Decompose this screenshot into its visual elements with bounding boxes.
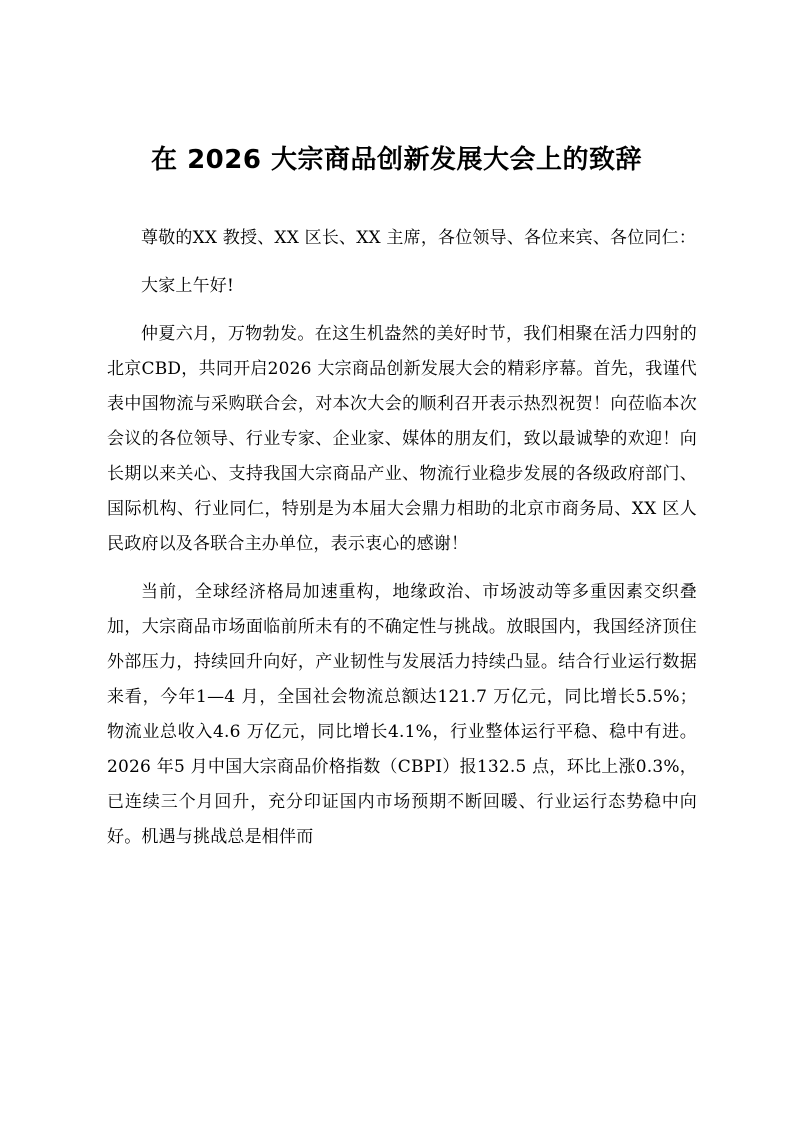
greeting-paragraph: 大家上午好! xyxy=(141,276,235,296)
welcome-paragraph: 仲夏六月，万物勃发。在这生机盎然的美好时节，我们相聚在活力四射的北京CBD，共同开启2026 大宗商品创新发展大会的精彩序幕。首先，我谨代表中国物流与采购联合会，对本次大会的顺利召开表示热烈祝贺！向莅临本次会议的各位领导、行业专家、企业家、媒体的朋友们，致以最诚挚的欢迎！向长期以来关心、支持我国大宗商品产业、物流行业稳步发展的各级政府部门、国际机构、行业同仁，特别是为本届大会鼎力相助的北京市商务局、XX 区人民政府以及各联合主办单位，表示衷心的感谢！ xyxy=(107,324,697,554)
economy-paragraph: 当前，全球经济格局加速重构，地缘政治、市场波动等多重因素交织叠加，大宗商品市场面临前所未有的不确定性与挑战。放眼国内，我国经济顶住外部压力，持续回升向好，产业韧性与发展活力持续凸显。结合行业运行数据来看，今年1—4 月，全国社会物流总额达121.7 万亿元，同比增长5.5%；物流业总收入4.6 万亿元，同比增长4.1%，行业整体运行平稳、稳中有进。2026 年5 月中国大宗商品价格指数（CBPI）报132.5 点，环比上涨0.3%，已连续三个月回升，充分印证国内市场预期不断回暖、行业运行态势稳中向好。机遇与挑战总是相伴而 xyxy=(107,582,697,847)
salutation-paragraph: 尊敬的XX 教授、XX 区长、XX 主席，各位领导、各位来宾、各位同仁： xyxy=(141,228,697,248)
document-body xyxy=(107,221,697,868)
document-title: 在 2026 大宗商品创新发展大会上的致辞 xyxy=(151,145,642,175)
